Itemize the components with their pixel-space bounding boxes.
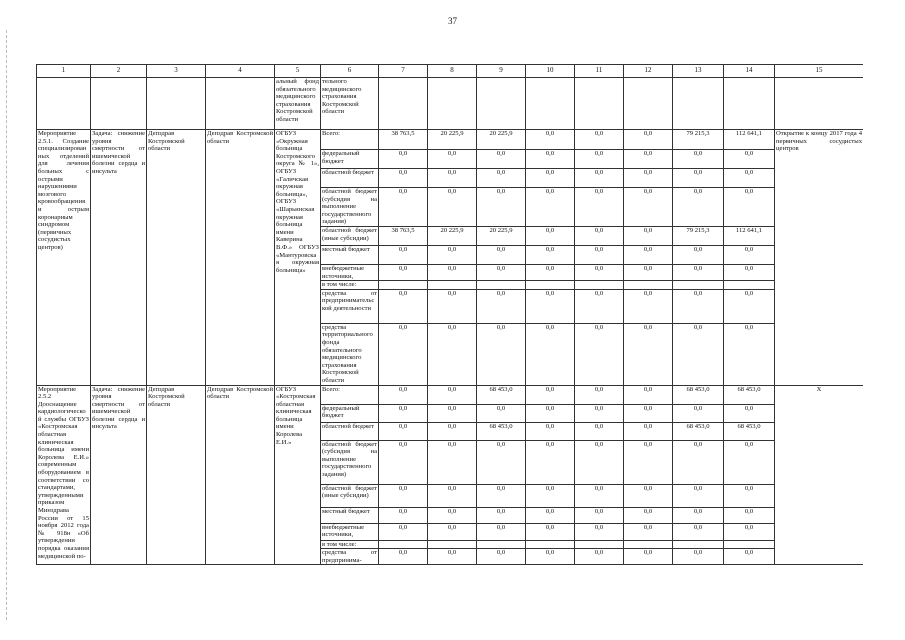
cont-cell-empty xyxy=(624,78,673,130)
header-cell: 9 xyxy=(477,65,526,78)
amount-cell: 0,0 xyxy=(673,440,724,484)
amount-cell: 0,0 xyxy=(526,385,575,404)
amount-cell: 0,0 xyxy=(575,523,624,540)
participant-institution: ОГБУЗ «Костромская областная клиническая больница имени Королева Е.И.» xyxy=(275,385,321,565)
amount-cell: 0,0 xyxy=(428,150,477,169)
amount-cell: 0,0 xyxy=(428,440,477,484)
header-cell: 5 xyxy=(275,65,321,78)
amount-cell: 0,0 xyxy=(624,323,673,385)
program-table-wrapper xyxy=(36,64,863,579)
amount-cell: 20 225,9 xyxy=(428,130,477,150)
amount-cell: 0,0 xyxy=(673,188,724,227)
cont-cell-empty xyxy=(477,78,526,130)
header-cell: 8 xyxy=(428,65,477,78)
amount-cell: 0,0 xyxy=(575,507,624,523)
amount-cell: 0,0 xyxy=(624,422,673,440)
amount-cell: 0,0 xyxy=(379,323,428,385)
header-cell: 15 xyxy=(775,65,864,78)
header-cell: 7 xyxy=(379,65,428,78)
amount-cell: 0,0 xyxy=(526,523,575,540)
amount-cell: 0,0 xyxy=(477,523,526,540)
funding-source: в том числе: xyxy=(321,281,379,290)
amount-cell xyxy=(673,540,724,549)
amount-cell: 0,0 xyxy=(724,323,775,385)
amount-cell: 0,0 xyxy=(428,385,477,404)
finance-row xyxy=(37,130,864,150)
amount-cell: 0,0 xyxy=(673,150,724,169)
amount-cell: 0,0 xyxy=(428,289,477,323)
amount-cell: 0,0 xyxy=(379,264,428,280)
amount-cell: 0,0 xyxy=(428,484,477,507)
amount-cell: 0,0 xyxy=(624,404,673,422)
amount-cell: 0,0 xyxy=(379,404,428,422)
amount-cell: 0,0 xyxy=(624,169,673,188)
amount-cell: 68 453,0 xyxy=(673,385,724,404)
funding-source: федеральный бюджет xyxy=(321,404,379,422)
amount-cell: 0,0 xyxy=(379,440,428,484)
amount-cell: 0,0 xyxy=(724,507,775,523)
expected-result: Открытие к концу 2017 года 4 первичных сосудистых центров xyxy=(775,130,864,386)
funding-source: областной бюджет xyxy=(321,422,379,440)
amount-cell: 0,0 xyxy=(428,323,477,385)
amount-cell: 0,0 xyxy=(575,484,624,507)
amount-cell: 0,0 xyxy=(477,404,526,422)
funding-source: внебюджетные источники, xyxy=(321,523,379,540)
responsible-executor: Депздрав Костромской области xyxy=(147,385,206,565)
amount-cell xyxy=(477,281,526,290)
co-executor: Депздрав Костромской области xyxy=(206,130,275,386)
amount-cell: 0,0 xyxy=(526,245,575,264)
header-cell: 3 xyxy=(147,65,206,78)
amount-cell: 0,0 xyxy=(724,289,775,323)
header-cell: 13 xyxy=(673,65,724,78)
amount-cell xyxy=(526,281,575,290)
funding-source: областной бюджет (иные субсидии) xyxy=(321,484,379,507)
amount-cell: 0,0 xyxy=(624,385,673,404)
amount-cell: 0,0 xyxy=(477,188,526,227)
measure-name: Мероприятие 2.5.2 Дооснащение кардиологической службы ОГБУЗ «Костромская областная клиническая больница имени Королева Е.И.» современным оборудованием в соответствии со стандартами, утвержденными приказом Минздрава России от 15 ноября 2012 года № 918н «Об утверждении порядка оказания медицинской по- xyxy=(37,385,91,565)
amount-cell: 0,0 xyxy=(724,484,775,507)
amount-cell: 0,0 xyxy=(624,507,673,523)
amount-cell: 38 763,5 xyxy=(379,226,428,245)
amount-cell: 0,0 xyxy=(428,404,477,422)
amount-cell: 0,0 xyxy=(724,169,775,188)
amount-cell: 0,0 xyxy=(379,150,428,169)
amount-cell: 0,0 xyxy=(575,264,624,280)
amount-cell: 0,0 xyxy=(575,188,624,227)
amount-cell: 0,0 xyxy=(624,289,673,323)
amount-cell: 0,0 xyxy=(724,150,775,169)
amount-cell: 0,0 xyxy=(526,289,575,323)
amount-cell: 0,0 xyxy=(624,264,673,280)
amount-cell: 0,0 xyxy=(428,549,477,565)
amount-cell: 0,0 xyxy=(526,130,575,150)
measure-task: Задача: снижение уровня смертности от ишемической болезни сердца и инсульта xyxy=(91,130,147,386)
funding-source: областной бюджет (субсидия на выполнение государственного задания) xyxy=(321,440,379,484)
amount-cell: 0,0 xyxy=(526,549,575,565)
amount-cell: 0,0 xyxy=(673,404,724,422)
amount-cell xyxy=(673,281,724,290)
funding-source: в том числе: xyxy=(321,540,379,549)
amount-cell: 0,0 xyxy=(575,245,624,264)
amount-cell: 0,0 xyxy=(428,245,477,264)
amount-cell: 79 215,3 xyxy=(673,130,724,150)
funding-source: Всего: xyxy=(321,130,379,150)
header-cell: 1 xyxy=(37,65,91,78)
amount-cell: 0,0 xyxy=(477,169,526,188)
funding-source: внебюджетные источники, xyxy=(321,264,379,280)
amount-cell: 68 453,0 xyxy=(673,422,724,440)
amount-cell: 0,0 xyxy=(624,226,673,245)
header-cell: 4 xyxy=(206,65,275,78)
amount-cell: 0,0 xyxy=(673,523,724,540)
amount-cell: 0,0 xyxy=(624,523,673,540)
amount-cell: 38 763,5 xyxy=(379,130,428,150)
cont-cell-empty xyxy=(673,78,724,130)
cont-cell-empty xyxy=(91,78,147,130)
amount-cell: 68 453,0 xyxy=(477,422,526,440)
funding-source: местный бюджет xyxy=(321,245,379,264)
amount-cell xyxy=(477,540,526,549)
continuation-row xyxy=(37,78,864,130)
amount-cell: 0,0 xyxy=(673,289,724,323)
finance-row xyxy=(37,385,864,404)
cont-cell-empty xyxy=(206,78,275,130)
amount-cell: 112 641,1 xyxy=(724,226,775,245)
amount-cell: 0,0 xyxy=(477,289,526,323)
co-executor: Депздрав Костромской области xyxy=(206,385,275,565)
amount-cell: 0,0 xyxy=(724,549,775,565)
amount-cell: 0,0 xyxy=(575,385,624,404)
amount-cell: 0,0 xyxy=(526,323,575,385)
amount-cell: 0,0 xyxy=(673,169,724,188)
funding-source: федеральный бюджет xyxy=(321,150,379,169)
funding-source: средства территориального фонда обязательного медицинского страхования Костромской области xyxy=(321,323,379,385)
funding-source: средства от предпринима- xyxy=(322,549,377,564)
amount-cell: 0,0 xyxy=(724,440,775,484)
scan-edge-line xyxy=(6,30,7,620)
amount-cell: 0,0 xyxy=(575,130,624,150)
cont-cell-empty xyxy=(575,78,624,130)
amount-cell: 0,0 xyxy=(379,507,428,523)
amount-cell: 0,0 xyxy=(477,264,526,280)
header-cell: 2 xyxy=(91,65,147,78)
header-row xyxy=(37,65,864,78)
funding-source: местный бюджет xyxy=(321,507,379,523)
amount-cell: 68 453,0 xyxy=(477,385,526,404)
amount-cell: 0,0 xyxy=(428,188,477,227)
amount-cell: 79 215,3 xyxy=(673,226,724,245)
amount-cell: 0,0 xyxy=(428,507,477,523)
measure-name: Мероприятие 2.5.1. Создание специализированных отделений для лечения больных с острыми нарушениями мозгового кровообращения и острым коронарным синдромом (первичных сосудистых центров) xyxy=(37,130,91,386)
amount-cell: 0,0 xyxy=(575,226,624,245)
amount-cell xyxy=(724,540,775,549)
header-cell: 12 xyxy=(624,65,673,78)
cont-cell-empty xyxy=(724,78,775,130)
amount-cell: 0,0 xyxy=(526,484,575,507)
amount-cell: 0,0 xyxy=(575,422,624,440)
amount-cell: 0,0 xyxy=(673,323,724,385)
amount-cell: 0,0 xyxy=(624,130,673,150)
program-table xyxy=(36,64,863,565)
amount-cell: 0,0 xyxy=(526,169,575,188)
expected-result: X xyxy=(775,385,864,565)
amount-cell: 0,0 xyxy=(575,440,624,484)
amount-cell: 0,0 xyxy=(379,422,428,440)
amount-cell xyxy=(428,281,477,290)
header-cell: 10 xyxy=(526,65,575,78)
amount-cell xyxy=(624,540,673,549)
amount-cell: 0,0 xyxy=(526,188,575,227)
amount-cell: 0,0 xyxy=(526,507,575,523)
measure-task: Задача: снижение уровня смертности от ишемической болезни сердца и инсульта xyxy=(91,385,147,565)
amount-cell: 0,0 xyxy=(477,440,526,484)
table-body xyxy=(37,65,864,565)
participant-institution: ОГБУЗ «Окружная больница Костромского округа № 1», ОГБУЗ «Галичская окружная больница», ОГБУЗ «Шарьинская окружная больница имени Каверина В.Ф.» ОГБУЗ «Мантуровская окружная больница» xyxy=(275,130,321,386)
amount-cell: 0,0 xyxy=(673,484,724,507)
amount-cell: 0,0 xyxy=(379,549,428,565)
amount-cell xyxy=(724,281,775,290)
amount-cell: 0,0 xyxy=(624,440,673,484)
amount-cell: 0,0 xyxy=(724,404,775,422)
cont-cell-empty xyxy=(775,78,864,130)
funding-source: областной бюджет (субсидия на выполнение государственного задания) xyxy=(322,188,377,226)
amount-cell: 0,0 xyxy=(724,188,775,227)
amount-cell: 0,0 xyxy=(379,385,428,404)
amount-cell: 0,0 xyxy=(477,484,526,507)
amount-cell xyxy=(624,281,673,290)
amount-cell: 112 641,1 xyxy=(724,130,775,150)
amount-cell: 0,0 xyxy=(379,523,428,540)
amount-cell: 0,0 xyxy=(477,549,526,565)
amount-cell: 0,0 xyxy=(575,150,624,169)
amount-cell: 0,0 xyxy=(624,245,673,264)
amount-cell: 0,0 xyxy=(575,549,624,565)
amount-cell: 0,0 xyxy=(379,289,428,323)
header-cell: 6 xyxy=(321,65,379,78)
amount-cell: 0,0 xyxy=(724,245,775,264)
amount-cell: 0,0 xyxy=(526,422,575,440)
amount-cell: 0,0 xyxy=(428,422,477,440)
amount-cell: 0,0 xyxy=(575,289,624,323)
amount-cell: 0,0 xyxy=(477,323,526,385)
amount-cell: 0,0 xyxy=(526,264,575,280)
amount-cell: 0,0 xyxy=(624,549,673,565)
amount-cell: 0,0 xyxy=(379,484,428,507)
amount-cell xyxy=(575,540,624,549)
amount-cell: 0,0 xyxy=(724,523,775,540)
amount-cell: 0,0 xyxy=(477,507,526,523)
amount-cell: 0,0 xyxy=(379,169,428,188)
amount-cell: 68 453,0 xyxy=(724,422,775,440)
cont-cell-empty xyxy=(37,78,91,130)
amount-cell: 20 225,9 xyxy=(477,226,526,245)
amount-cell: 0,0 xyxy=(575,169,624,188)
amount-cell: 0,0 xyxy=(379,188,428,227)
amount-cell: 0,0 xyxy=(428,523,477,540)
cont-fund-name: альный фонд обязательного медицинского страхования Костромской области xyxy=(275,78,321,130)
funding-source: областной бюджет (иные субсидии) xyxy=(321,226,379,245)
amount-cell: 0,0 xyxy=(673,507,724,523)
amount-cell: 0,0 xyxy=(428,264,477,280)
funding-source: средства от предпринимательской деятельности xyxy=(321,289,379,323)
amount-cell: 0,0 xyxy=(428,169,477,188)
funding-source: областной бюджет xyxy=(321,169,379,188)
amount-cell: 68 453,0 xyxy=(724,385,775,404)
amount-cell: 0,0 xyxy=(673,245,724,264)
cont-cell-empty xyxy=(526,78,575,130)
amount-cell: 0,0 xyxy=(526,440,575,484)
amount-cell xyxy=(379,540,428,549)
amount-cell xyxy=(428,540,477,549)
amount-cell: 20 225,9 xyxy=(428,226,477,245)
amount-cell: 0,0 xyxy=(624,484,673,507)
cont-cell-empty xyxy=(379,78,428,130)
cont-cell-empty xyxy=(428,78,477,130)
header-cell: 14 xyxy=(724,65,775,78)
amount-cell xyxy=(575,281,624,290)
amount-cell: 0,0 xyxy=(624,188,673,227)
amount-cell: 0,0 xyxy=(526,404,575,422)
header-cell: 11 xyxy=(575,65,624,78)
amount-cell xyxy=(379,281,428,290)
cont-fund-source: тельного медицинского страхования Костромской области xyxy=(321,78,379,130)
amount-cell: 0,0 xyxy=(624,150,673,169)
amount-cell: 0,0 xyxy=(526,226,575,245)
amount-cell: 0,0 xyxy=(575,404,624,422)
responsible-executor: Депздрав Костромской области xyxy=(147,130,206,386)
amount-cell xyxy=(526,540,575,549)
funding-source: Всего: xyxy=(321,385,379,404)
amount-cell: 0,0 xyxy=(575,323,624,385)
amount-cell: 20 225,9 xyxy=(477,130,526,150)
amount-cell: 0,0 xyxy=(477,150,526,169)
amount-cell: 0,0 xyxy=(673,549,724,565)
cont-cell-empty xyxy=(147,78,206,130)
amount-cell: 0,0 xyxy=(477,245,526,264)
page-number: 37 xyxy=(448,16,457,26)
amount-cell: 0,0 xyxy=(724,264,775,280)
amount-cell: 0,0 xyxy=(379,245,428,264)
amount-cell: 0,0 xyxy=(673,264,724,280)
amount-cell: 0,0 xyxy=(526,150,575,169)
